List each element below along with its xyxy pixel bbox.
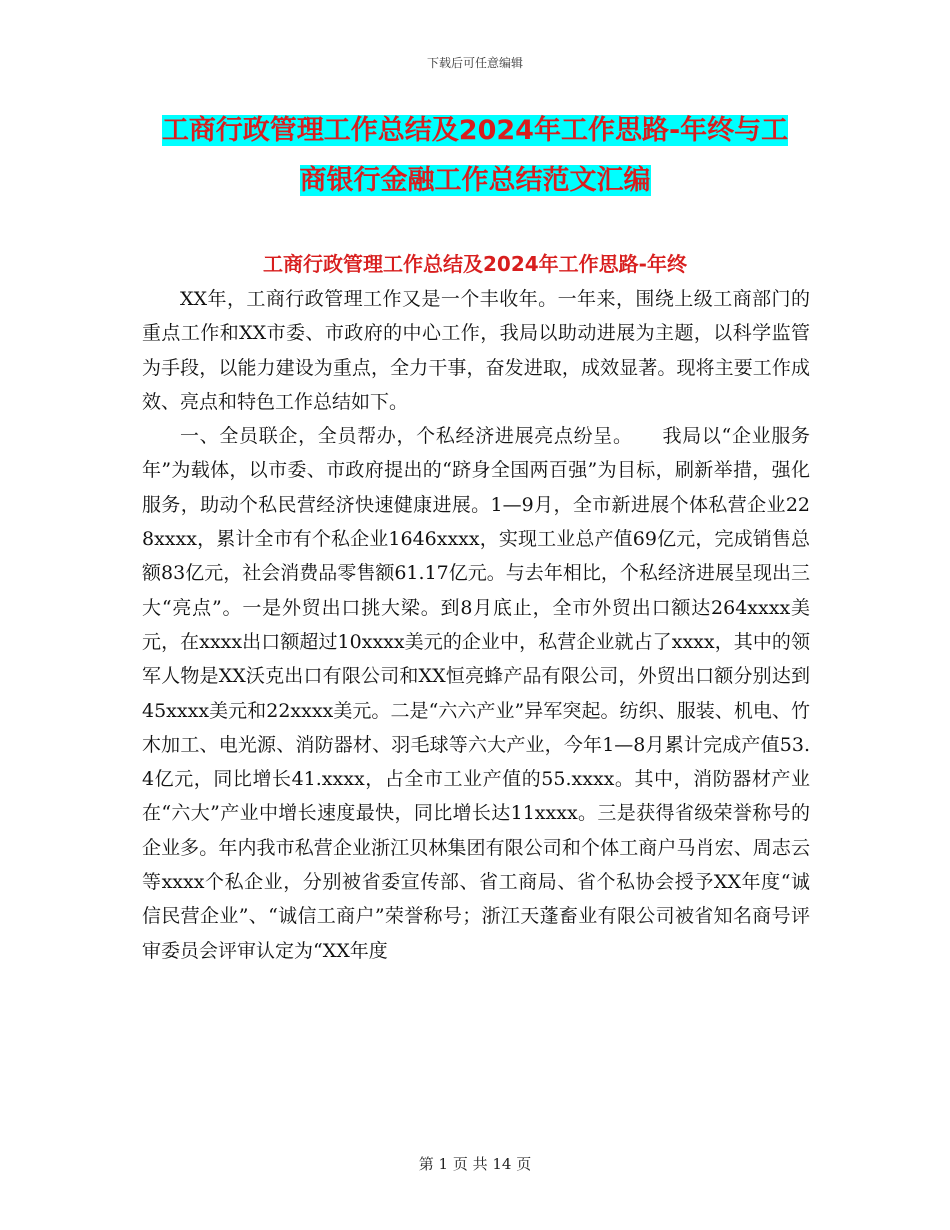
- document-title-line-1: 工商行政管理工作总结及2024年工作思路-年终与工: [161, 115, 789, 146]
- document-title-line-2: 商银行金融工作总结范文汇编: [299, 165, 651, 196]
- paragraph-section-1: 一、全员联企，全员帮办，个私经济进展亮点纷呈。 我局以“企业服务年”为载体，以市委、市政府提出的“跻身全国两百强”为目标，刷新举措，强化服务，助动个私民营经济快速健康进展。1—9月，全市新进展个体私营企业228xxxx，累计全市有个私企业1646xxxx，实现工业总产值69亿元，完成销售总额83亿元，社会消费品零售额61.17亿元。与去年相比，个私经济进展呈现出三大“亮点”。一是外贸出口挑大梁。到8月底止，全市外贸出口额达264xxxx美元，在xxxx出口额超过10xxxx美元的企业中，私营企业就占了xxxx，其中的领军人物是XX沃克出口有限公司和XX恒亮蜂产品有限公司，外贸出口额分别达到45xxxx美元和22xxxx美元。二是“六六产业”异军突起。纺织、服装、机电、竹木加工、电光源、消防器材、羽毛球等六大产业，今年1—8月累计完成产值53.4亿元，同比增长41.xxxx，占全市工业产值的55.xxxx。其中，消防器材产业在“六大”产业中增长速度最快，同比增长达11xxxx。三是获得省级荣誉称号的企业多。年内我市私营企业浙江贝林集团有限公司和个体工商户马肖宏、周志云等xxxx个私企业，分别被省委宣传部、省工商局、省个私协会授予XX年度“诚信民营企业”、“诚信工商户”荣誉称号；浙江天蓬畜业有限公司被省知名商号评审委员会评审认定为“XX年度: [142, 425, 810, 962]
- paragraph-intro: XX年，工商行政管理工作又是一个丰收年。一年来，围绕上级工商部门的重点工作和XX市委、市政府的中心工作，我局以助动进展为主题，以科学监管为手段，以能力建设为重点，全力干事，奋发进取，成效显著。现将主要工作成效、亮点和特色工作总结如下。: [142, 288, 810, 413]
- page-footer: 第 1 页 共 14 页: [418, 1155, 532, 1173]
- header-note: 下载后可任意编辑: [426, 56, 523, 70]
- section-title: 工商行政管理工作总结及2024年工作思路-年终: [263, 252, 687, 276]
- body-text: [142, 282, 810, 968]
- document-title: [140, 106, 810, 206]
